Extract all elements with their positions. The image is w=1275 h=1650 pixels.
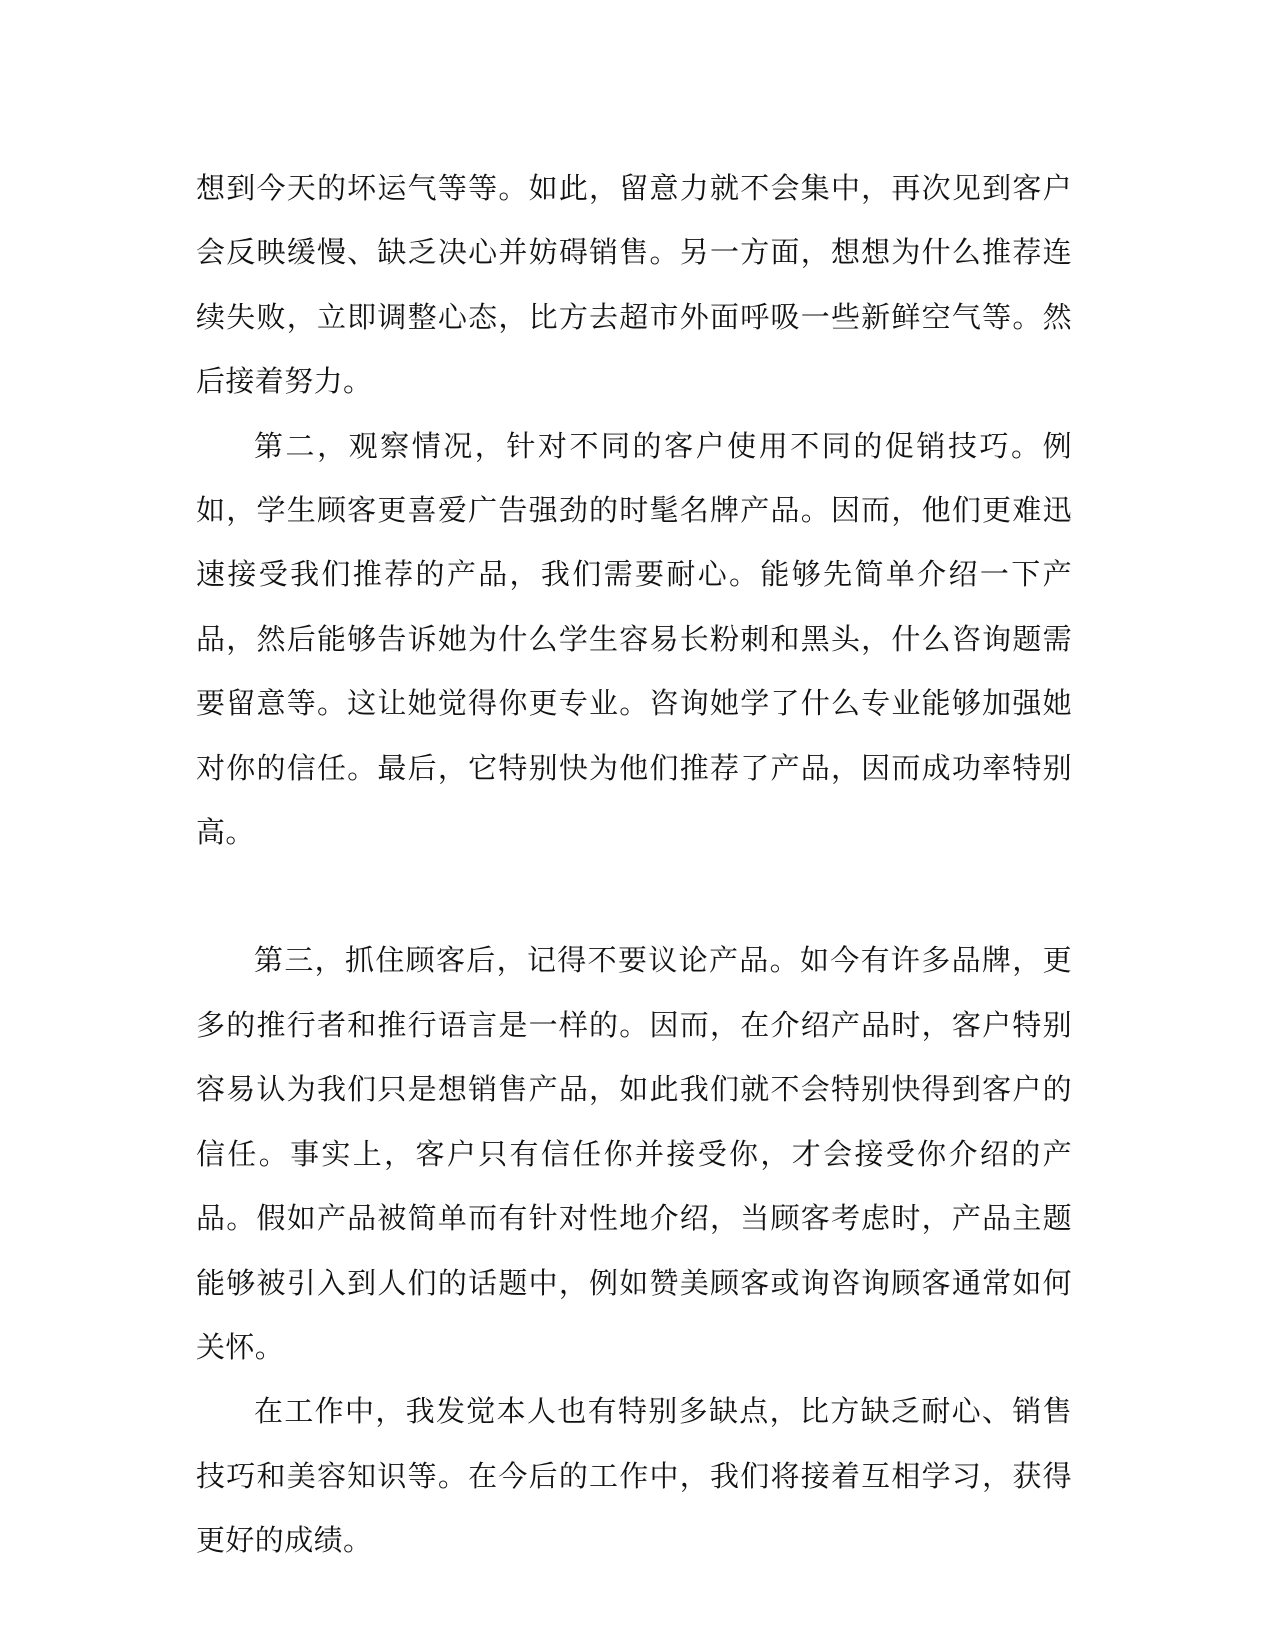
paragraph-2: 第二，观察情况，针对不同的客户使用不同的促销技巧。例如，学生顾客更喜爱广告强劲的时髦名牌产品。因而，他们更难迅速接受我们推荐的产品，我们需要耐心。能够先简单介绍一下产品，然后能够告诉她为什么学生容易长粉刺和黑头，什么咨询题需要留意等。这让她觉得你更专业。咨询她学了什么专业能够加强她对你的信任。最后，它特别快为他们推荐了产品，因而成功率特别高。 <box>196 428 1072 850</box>
paragraph-3: 第三，抓住顾客后，记得不要议论产品。如今有许多品牌，更多的推行者和推行语言是一样的。因而，在介绍产品时，客户特别容易认为我们只是想销售产品，如此我们就不会特别快得到客户的信任。事实上，客户只有信任你并接受你，才会接受你介绍的产品。假如产品被简单而有针对性地介绍，当顾客考虑时，产品主题能够被引入到人们的话题中，例如赞美顾客或询咨询顾客通常如何关怀。 <box>196 943 1072 1364</box>
paragraph-1: 想到今天的坏运气等等。如此，留意力就不会集中，再次见到客户会反映缓慢、缺乏决心并妨碍销售。另一方面，想想为什么推荐连续失败，立即调整心态，比方去超市外面呼吸一些新鲜空气等。然后接着努力。 <box>196 171 1072 399</box>
document-body <box>196 156 1072 1573</box>
paragraph-4: 在工作中，我发觉本人也有特别多缺点，比方缺乏耐心、销售技巧和美容知识等。在今后的工作中，我们将接着互相学习，获得更好的成绩。 <box>196 1394 1072 1558</box>
